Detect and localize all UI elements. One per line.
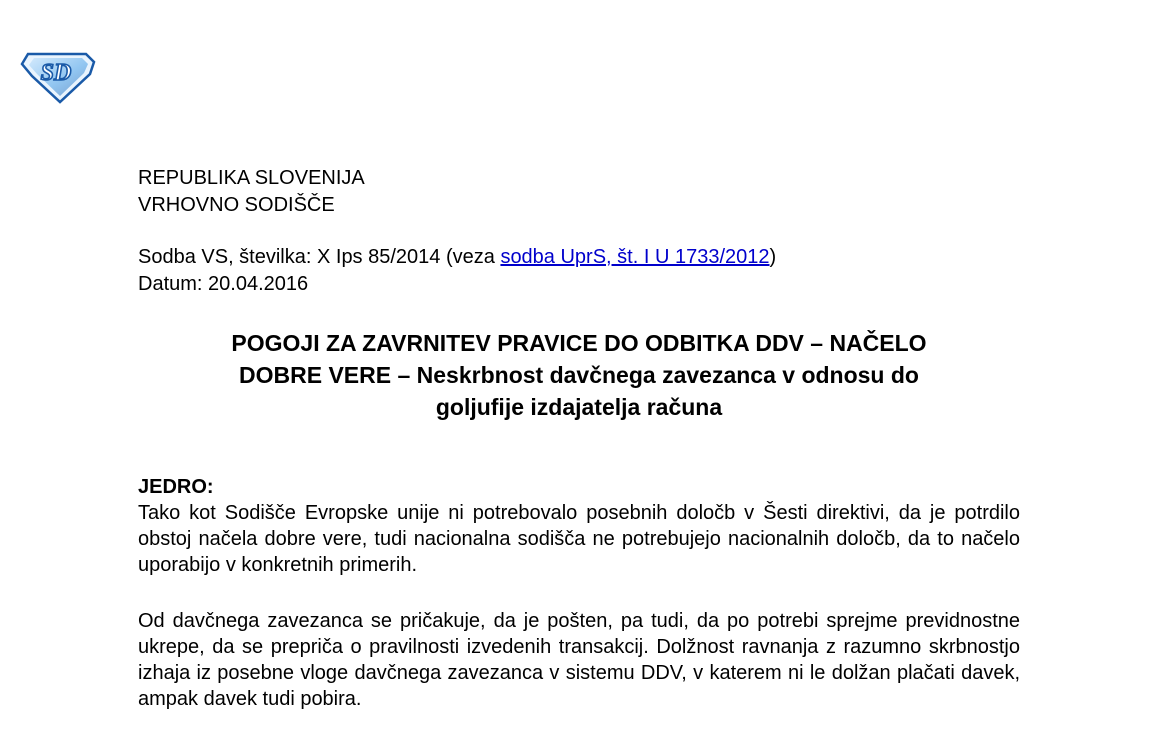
title-line-2: DOBRE VERE – Neskrbnost davčnega zavezanca v odnosu do [239,362,919,388]
paragraph-2: Od davčnega zavezanca se pričakuje, da je pošten, pa tudi, da po potrebi sprejme previdnostne ukrepe, da se prepriča o pravilnosti izvedenih transakcij. Dolžnost ravnanja z razumno skrbnostjo izhaja iz posebne vloge davčnega zavezanca v sistemu DDV, v katerem ni le dolžan plačati davek, ampak davek tudi pobira. [138,610,1020,710]
section-heading: JEDRO: [138,476,214,498]
logo-lettering: SD [40,60,72,86]
title-line-1: POGOJI ZA ZAVRNITEV PRAVICE DO ODBITKA DDV – NAČELO [231,330,927,356]
related-judgment-link[interactable]: sodba UprS, št. I U 1733/2012 [500,246,770,268]
title-line-3: goljufije izdajatelja računa [435,394,723,420]
country-name: REPUBLIKA SLOVENIJA [138,167,365,189]
case-reference [138,244,776,270]
paragraph-1: Tako kot Sodišče Evropske unije ni potrebovalo posebnih določb v Šesti direktivi, da je potrdilo obstoj načela dobre vere, tudi nacionalna sodišča ne potrebujejo nacionalnih določb, da to načelo uporabijo v konkretnih primerih. [138,502,1020,576]
document-title [138,327,1020,423]
case-reference-suffix: ) [769,246,777,268]
court-name: VRHOVNO SODIŠČE [138,194,335,216]
case-date: Datum: 20.04.2016 [138,273,309,295]
case-reference-prefix: Sodba VS, številka: X Ips 85/2014 (veza [138,246,501,268]
court-logo-icon [20,46,96,104]
shield-logo-graphic [20,46,96,104]
